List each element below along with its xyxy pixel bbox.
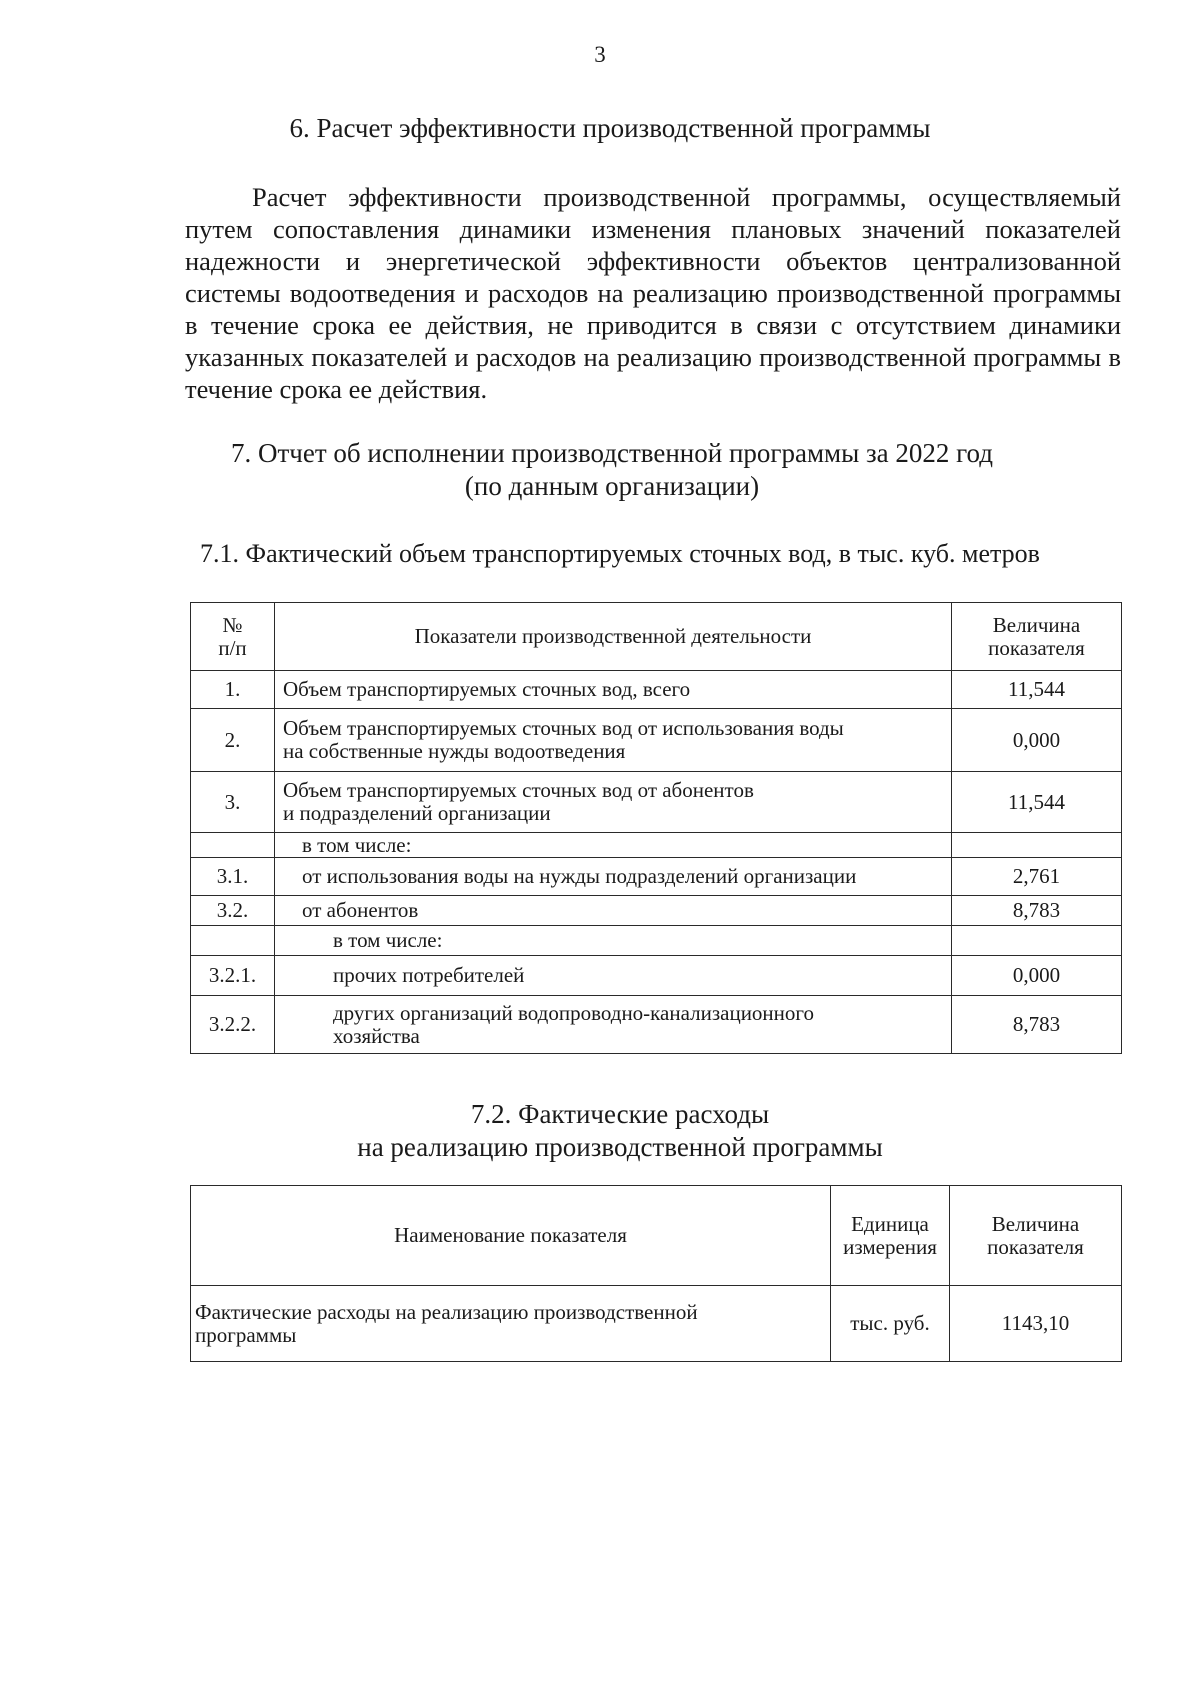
section-7-2-title-line2: на реализацию производственной программы — [357, 1132, 883, 1162]
row-label-line1: Объем транспортируемых сточных вод от абонентов — [283, 778, 754, 802]
header-unit-line1: Единица — [851, 1211, 929, 1236]
header-num-line2: п/п — [218, 635, 247, 660]
row-label-line2: и подразделений организации — [283, 801, 551, 825]
row-label-line2: на собственные нужды водоотведения — [283, 739, 626, 763]
header-value — [952, 603, 1122, 671]
row-label: Объем транспортируемых сточных вод, всего — [275, 671, 952, 709]
table-row — [191, 772, 1122, 833]
row-value: 11,544 — [952, 671, 1122, 709]
table-row — [191, 996, 1122, 1054]
row-num: 2. — [191, 709, 275, 772]
row-value: 8,783 — [952, 996, 1122, 1054]
row-value — [952, 926, 1122, 956]
page-number: 3 — [594, 42, 606, 67]
row-label-line1: Объем транспортируемых сточных вод от использования воды — [283, 716, 844, 740]
costs-table-header-row — [191, 1186, 1122, 1286]
header-indicator: Показатели производственной деятельности — [275, 603, 952, 671]
row-value: 11,544 — [952, 772, 1122, 833]
section-6-paragraph: Расчет эффективности производственной программы, осуществляемый путем сопоставления динамики изменения плановых значений показателей надежности и энергетической эффективности объектов централизованной системы водоотведения и расходов на реализацию производственной программы в течение срока ее действия, не приводится в связи с отсутствием динамики указанных показателей и расходов на реализацию производственной программы в течение срока ее действия. — [185, 182, 1121, 404]
row-label: в том числе: — [275, 926, 952, 956]
row-value: 8,783 — [952, 896, 1122, 926]
section-7-title-line1: 7. Отчет об исполнении производственной программы за 2022 год — [230, 438, 994, 468]
table-row — [191, 858, 1122, 896]
costs-row-name-line1: Фактические расходы на реализацию производственной — [195, 1299, 698, 1324]
section-7-2-title — [20, 1098, 1200, 1164]
table-row — [191, 833, 1122, 858]
row-num: 3.2.1. — [191, 956, 275, 996]
header-num-line1: № — [222, 612, 243, 637]
header-value-line1: Величина — [991, 1211, 1080, 1236]
table-row — [191, 926, 1122, 956]
row-value: 2,761 — [952, 858, 1122, 896]
table-row — [191, 671, 1122, 709]
section-6-title: 6. Расчет эффективности производственной программы — [289, 113, 931, 143]
row-label-line1: других организаций водопроводно-канализационного — [333, 1000, 815, 1025]
header-num — [191, 603, 275, 671]
row-label: от абонентов — [275, 896, 952, 926]
row-value: 0,000 — [952, 956, 1122, 996]
section-7-title — [12, 437, 1200, 503]
row-label: от использования воды на нужды подразделений организации — [275, 858, 952, 896]
row-num: 1. — [191, 671, 275, 709]
header-value-line2: показателя — [988, 635, 1085, 660]
row-num: 3.2.2. — [191, 996, 275, 1054]
table-row — [191, 1286, 1122, 1362]
row-label: в том числе: — [275, 833, 952, 858]
costs-table — [190, 1185, 1122, 1362]
row-num — [191, 926, 275, 956]
header-unit — [831, 1186, 950, 1286]
costs-row-value: 1143,10 — [950, 1286, 1122, 1362]
row-value: 0,000 — [952, 709, 1122, 772]
header-value-line1: Величина — [992, 612, 1081, 637]
costs-row-unit: тыс. руб. — [831, 1286, 950, 1362]
header-value — [950, 1186, 1122, 1286]
row-num: 3.2. — [191, 896, 275, 926]
row-label — [275, 996, 952, 1054]
header-unit-line2: измерения — [843, 1234, 937, 1259]
volume-table-header-row — [191, 603, 1122, 671]
header-name: Наименование показателя — [191, 1186, 831, 1286]
volume-table — [190, 602, 1122, 1054]
row-label-line2: хозяйства — [333, 1023, 420, 1048]
section-7-title-line2: (по данным организации) — [464, 471, 760, 501]
row-num: 3.1. — [191, 858, 275, 896]
row-num: 3. — [191, 772, 275, 833]
table-row — [191, 709, 1122, 772]
section-7-1-title: 7.1. Фактический объем транспортируемых сточных вод, в тыс. куб. метров — [200, 539, 1040, 568]
row-label — [275, 772, 952, 833]
table-row — [191, 956, 1122, 996]
row-label: прочих потребителей — [275, 956, 952, 996]
header-value-line2: показателя — [987, 1234, 1084, 1259]
costs-row-name — [191, 1286, 831, 1362]
row-value — [952, 833, 1122, 858]
row-num — [191, 833, 275, 858]
costs-row-name-line2: программы — [195, 1322, 297, 1347]
row-label — [275, 709, 952, 772]
table-row — [191, 896, 1122, 926]
section-7-2-title-line1: 7.2. Фактические расходы — [470, 1099, 770, 1129]
